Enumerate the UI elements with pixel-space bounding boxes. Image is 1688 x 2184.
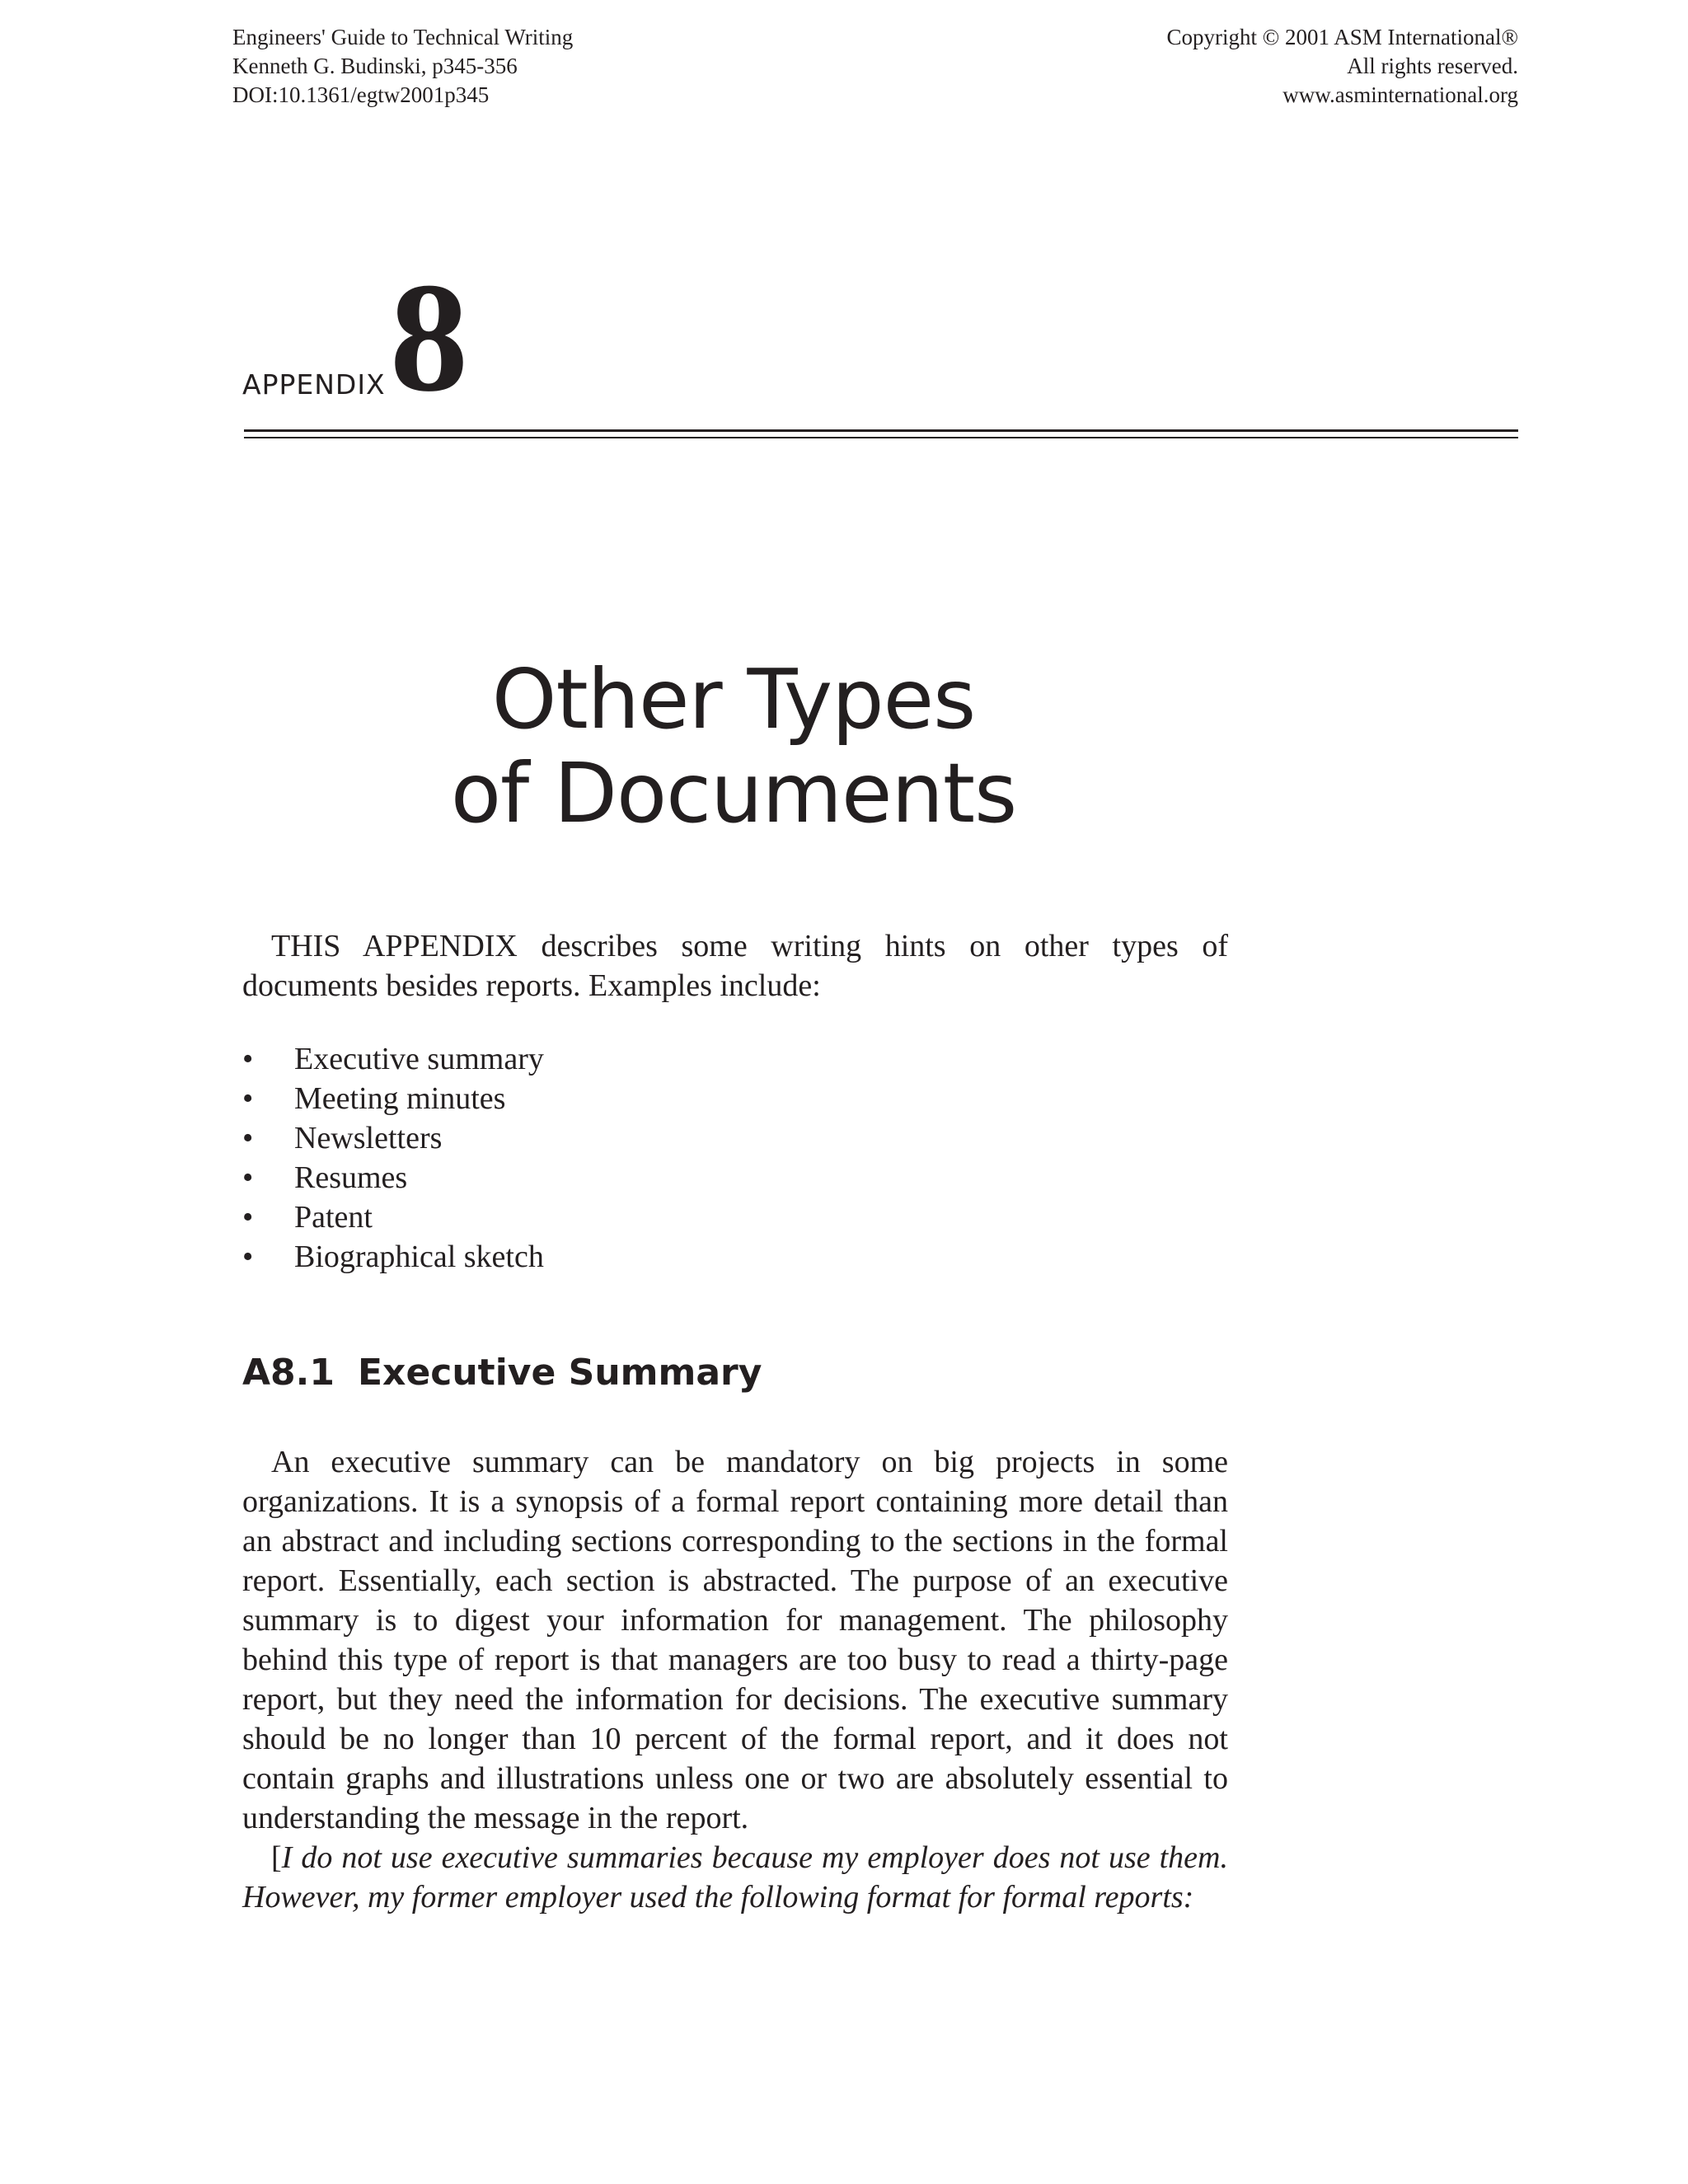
list-item: • Patent bbox=[242, 1197, 544, 1237]
examples-list bbox=[242, 1039, 544, 1277]
list-item: • Meeting minutes bbox=[242, 1079, 544, 1118]
header-copyright bbox=[1166, 23, 1518, 110]
chapter-rule-bottom bbox=[244, 437, 1518, 438]
chapter-rule-top bbox=[244, 429, 1518, 432]
list-item: • Resumes bbox=[242, 1158, 544, 1197]
header-website-link[interactable]: www.asminternational.org bbox=[1282, 82, 1518, 107]
list-item: • Executive summary bbox=[242, 1039, 544, 1079]
intro-paragraph: THIS APPENDIX describes some writing hints on other types of documents besides reports. Examples include: bbox=[242, 929, 1228, 1003]
chapter-title bbox=[445, 653, 1022, 841]
section-heading bbox=[242, 1350, 762, 1396]
author-note-text: I do not use executive summaries because my employer does not use them. However, my former employer used the following format for formal reports: bbox=[242, 1840, 1228, 1915]
section-paragraph-1: An executive summary can be mandatory on big projects in some organizations. It is a synopsis of a formal report containing more detail than an abstract and including sections corresponding to the sections in the formal report. Essentially, each section is abstracted. The purpose of an executive summary is to digest your information for management. The philosophy behind this type of report is that managers are too busy to read a thirty-page report, but they need the information for decisions. The executive summary should be no longer than 10 percent of the formal report, and it does not contain graphs and illustrations unless one or two are absolutely essential to understanding the message in the report. bbox=[242, 1445, 1228, 1835]
section-number: A8.1 bbox=[242, 1352, 335, 1394]
chapter-title-line-1: Other Types bbox=[491, 651, 976, 748]
header-book-title: Engineers' Guide to Technical Writing bbox=[232, 25, 574, 49]
header-citation bbox=[232, 23, 573, 110]
paragraph-bracket: [ bbox=[271, 1840, 282, 1875]
header-rights-line: All rights reserved. bbox=[1347, 54, 1518, 78]
list-item: • Biographical sketch bbox=[242, 1237, 544, 1277]
appendix-label: APPENDIX bbox=[242, 368, 386, 401]
header-doi: DOI:10.1361/egtw2001p345 bbox=[232, 82, 490, 107]
section-paragraph-2 bbox=[242, 1838, 1228, 1917]
section-title: Executive Summary bbox=[358, 1352, 762, 1394]
header-author-pages: Kenneth G. Budinski, p345-356 bbox=[232, 54, 518, 78]
list-item: • Newsletters bbox=[242, 1118, 544, 1158]
chapter-title-line-2: of Documents bbox=[450, 745, 1017, 841]
appendix-number: 8 bbox=[390, 251, 468, 424]
header-copyright-line: Copyright © 2001 ASM International® bbox=[1166, 25, 1518, 49]
